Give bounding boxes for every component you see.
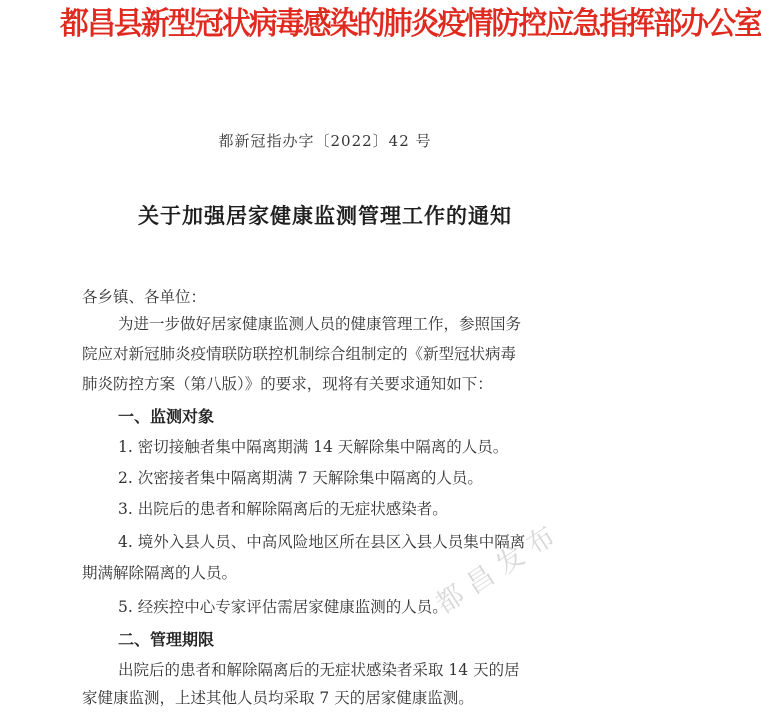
list-item-4: 4. 境外入县人员、中高风险地区所在县区入县人员集中隔离: [118, 533, 526, 551]
list-item-5: 5. 经疾控中心专家评估需居家健康监测的人员。: [118, 598, 448, 616]
intro-line-1: 为进一步做好居家健康监测人员的健康管理工作，参照国务: [118, 315, 522, 333]
period-line-1: 出院后的患者和解除隔离后的无症状感染者采取 14 天的居: [118, 661, 520, 679]
list-item-2: 2. 次密接者集中隔离期满 7 天解除集中隔离的人员。: [118, 469, 483, 487]
list-item-4-continued: 期满解除隔离的人员。: [82, 564, 238, 582]
office-title: 都昌县新型冠状病毒感染的肺炎疫情防控应急指挥部办公室: [60, 6, 761, 42]
document-title: 关于加强居家健康监测管理工作的通知: [138, 204, 512, 228]
watermark: 都昌发布: [430, 515, 569, 621]
list-item-1: 1. 密切接触者集中隔离期满 14 天解除集中隔离的人员。: [118, 438, 509, 456]
list-item-3: 3. 出院后的患者和解除隔离后的无症状感染者。: [118, 500, 448, 518]
page-header: [0, 0, 761, 62]
document-number: 都新冠指办字〔2022〕42 号: [218, 132, 432, 150]
period-line-2: 家健康监测，上述其他人员均采取 7 天的居家健康监测。: [82, 689, 474, 707]
intro-line-3: 肺炎防控方案（第八版）》的要求，现将有关要求通知如下：: [82, 375, 493, 393]
section-heading-management-period: 二、管理期限: [118, 630, 215, 649]
section-heading-monitoring-targets: 一、监测对象: [118, 407, 215, 426]
intro-line-2: 院应对新冠肺炎疫情联防联控机制综合组制定的《新型冠状病毒: [82, 345, 517, 363]
salutation: 各乡镇、各单位：: [82, 288, 207, 306]
